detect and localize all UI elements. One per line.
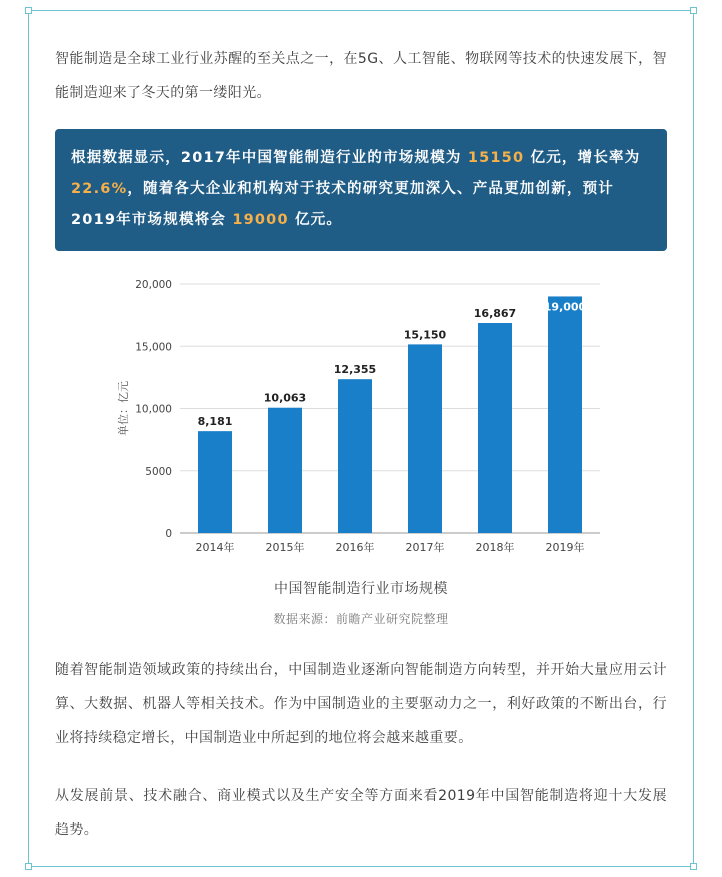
- y-tick-label: 0: [165, 528, 172, 540]
- callout-text-3: ，随着各大企业和机构对于技术的研究更加深入、产品更加创新，预计2019年市场规模将会: [71, 181, 615, 228]
- y-tick-label: 5000: [145, 465, 172, 478]
- bar-value-label: 8,181: [197, 415, 233, 429]
- callout-text-2: 亿元，增长率为: [524, 150, 641, 166]
- body-paragraph-2: 从发展前景、技术融合、商业模式以及生产安全等方面来看2019年中国智能制造将迎十大发展趋势。: [55, 788, 667, 838]
- x-tick-label: 2019年: [545, 541, 585, 554]
- callout-box: [55, 129, 667, 251]
- bar: [408, 344, 442, 533]
- bar: [478, 323, 512, 533]
- x-tick-label: 2014年: [195, 541, 235, 554]
- bar: [198, 431, 232, 533]
- frame-corner-top-left: [25, 7, 32, 14]
- frame-bottom-line: [28, 866, 694, 867]
- bar-chart: [110, 270, 610, 570]
- x-tick-label: 2017年: [405, 541, 445, 554]
- bar-value-label: 16,867: [473, 307, 517, 321]
- figure-caption: 中国智能制造行业市场规模: [274, 581, 448, 597]
- x-tick-label: 2016年: [335, 541, 375, 554]
- callout-highlight-forecast: 19000: [232, 212, 289, 228]
- bar: [338, 379, 372, 533]
- y-tick-label: 15,000: [135, 341, 172, 354]
- frame-corner-bottom-left: [25, 863, 32, 870]
- frame-corner-top-right: [690, 7, 697, 14]
- frame-corner-bottom-right: [690, 863, 697, 870]
- y-tick-label: 10,000: [135, 403, 172, 416]
- callout-highlight-growth-rate: 22.6%: [71, 181, 128, 197]
- bar-value-label: 10,063: [263, 391, 307, 405]
- bar-value-label: 15,150: [403, 328, 447, 342]
- bar: [268, 408, 302, 533]
- bar-value-label: 12,355: [333, 363, 377, 377]
- frame-left-line: [28, 10, 29, 867]
- bar-chart-svg: [110, 270, 610, 570]
- intro-paragraph: 智能制造是全球工业行业苏醒的至关点之一，在5G、人工智能、物联网等技术的快速发展下，智能制造迎来了冬天的第一缕阳光。: [55, 51, 667, 101]
- frame-top-line: [28, 10, 694, 11]
- y-tick-label: 20,000: [135, 279, 172, 291]
- bar: [548, 296, 582, 533]
- body-paragraph-1: 随着智能制造领域政策的持续出台，中国制造业逐渐向智能制造方向转型，并开始大量应用云计算、大数据、机器人等相关技术。作为中国制造业的主要驱动力之一，利好政策的不断出台，行业将持续稳定增长，中国制造业中所起到的地位将会越来越重要。: [55, 662, 667, 746]
- x-tick-label: 2018年: [475, 541, 515, 554]
- bar-value-label: 19,000: [543, 300, 587, 314]
- figure-source: 数据来源：前瞻产业研究院整理: [273, 612, 449, 626]
- callout-text-1: 根据数据显示，2017年中国智能制造行业的市场规模为: [71, 150, 468, 166]
- y-axis-label: 单位：亿元: [117, 381, 130, 436]
- x-tick-label: 2015年: [265, 541, 305, 554]
- callout-text-4: 亿元。: [288, 212, 343, 228]
- callout-highlight-market-size: 15150: [467, 150, 525, 166]
- frame-right-line: [693, 10, 694, 867]
